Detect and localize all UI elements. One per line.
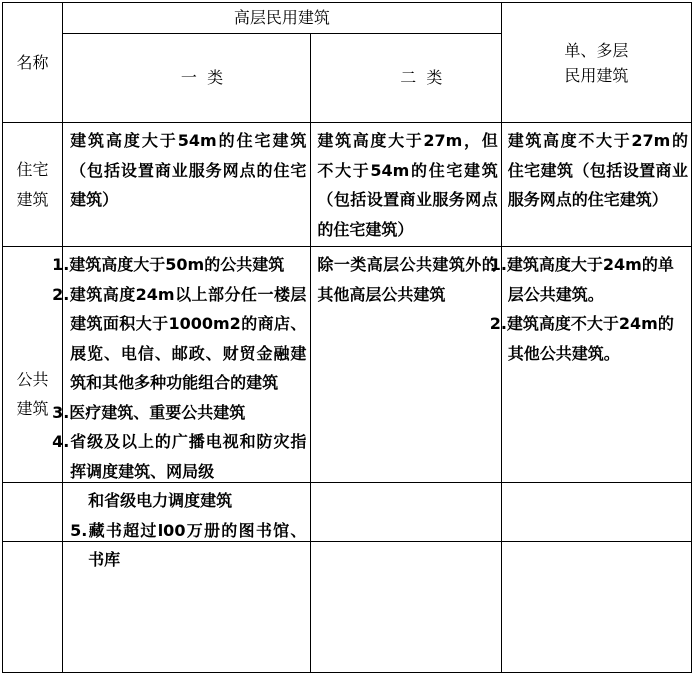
header-class-one-cell	[63, 33, 311, 123]
residential-class-one-text: 建筑高度大于54m的住宅建筑（包括设置商业服务网点的住宅建筑）	[70, 131, 307, 209]
residential-class-two-text: 建筑高度大于27m，但不大于54m的住宅建筑（包括设置商业服务网点的住宅建筑）	[317, 131, 498, 239]
list-item: 5.藏书超过l00万册的图书馆、书库	[70, 520, 307, 569]
public-class-one-list	[52, 250, 307, 486]
list-item: 3.医疗建筑、重要公共建筑	[52, 402, 246, 422]
continued-label-cell	[3, 483, 63, 673]
list-item: 2.建筑高度24m以上部分任一楼层建筑面积大于1000m2的商店、展览、电信、邮政、财贸金融建筑和其他多种功能组合的建筑	[52, 284, 307, 392]
row-residential	[3, 123, 692, 247]
header-name: 名称	[16, 52, 49, 72]
header-name-cell	[3, 3, 63, 123]
row-public-continued	[3, 483, 692, 673]
list-item: 1.建筑高度大于24m的单层公共建筑。	[489, 255, 674, 304]
header-high-rise-cell	[63, 3, 502, 34]
residential-low-rise-text: 建筑高度不大于27m的住宅建筑（包括设置商业服务网点的住宅建筑）	[507, 131, 688, 209]
continued-low-rise-cell	[501, 483, 691, 673]
public-label-line1: 公共	[16, 369, 49, 389]
header-low-rise-line1: 单、多层	[564, 40, 629, 60]
residential-label-line1: 住宅	[16, 160, 49, 179]
building-classification-table-continued	[2, 482, 692, 673]
residential-class-one-cell	[63, 123, 311, 247]
header-high-rise: 高层民用建筑	[233, 8, 330, 27]
header-low-rise-cell	[501, 3, 691, 123]
header-low-rise-line2: 民用建筑	[564, 65, 629, 85]
public-label-line2: 建筑	[16, 399, 49, 418]
residential-label-line2: 建筑	[16, 189, 49, 209]
residential-class-two-cell	[311, 123, 501, 247]
continued-class-two-cell	[311, 483, 501, 673]
residential-label-cell	[3, 123, 63, 247]
header-class-two-cell	[311, 33, 501, 123]
list-item: 2.建筑高度不大于24m的其他公共建筑。	[489, 314, 674, 363]
public-class-two-text: 除一类高层公共建筑外的其他高层公共建筑	[317, 255, 498, 304]
residential-low-rise-cell	[501, 123, 691, 247]
continued-class-one-text: 和省级电力调度建筑	[88, 491, 233, 510]
public-low-rise-list	[489, 250, 688, 368]
list-item: 1.建筑高度大于50m的公共建筑	[52, 255, 285, 274]
list-item: 4.省级及以上的广播电视和防灾指挥调度建筑、网局级	[52, 432, 307, 481]
header-class-two: 二 类	[400, 68, 443, 87]
header-row-1	[3, 3, 692, 34]
continued-class-one-cell	[63, 483, 311, 673]
header-class-one: 一 类	[180, 68, 224, 87]
building-classification-table	[2, 2, 692, 542]
